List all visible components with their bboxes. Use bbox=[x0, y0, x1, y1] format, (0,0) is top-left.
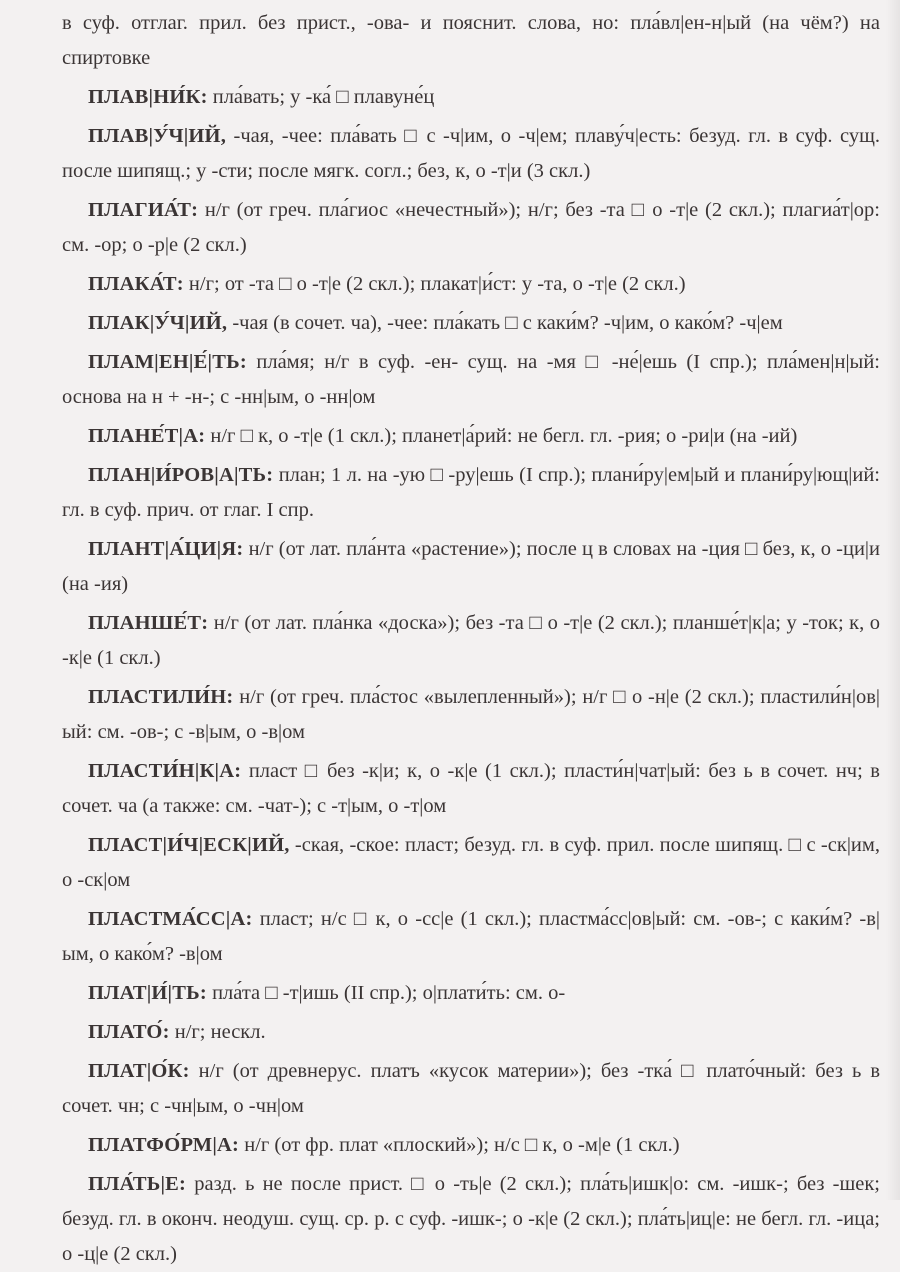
entry-headword: ПЛАК|У́Ч|ИЙ, bbox=[88, 312, 228, 334]
entry-body: пласт; н/с □ к, о -сс|е (1 скл.); пластма́сс|ов|ый: см. -ов-; с каки́м? -в|ым, о како́м? -в|ом bbox=[62, 908, 880, 965]
entry-body: разд. ь не после прист. □ о -ть|е (2 скл.); пла́ть|ишк|о: см. -ишк-; без -шек; безуд. гл. в оконч. неодуш. сущ. ср. р. с суф. -ишк-; о -к|е (2 скл.); пла́ть|иц|е: не бегл. гл. -ица; о -ц|е (2 скл.) bbox=[62, 1173, 880, 1265]
entry-headword: ПЛАВ|У́Ч|ИЙ, bbox=[88, 125, 227, 147]
page-edge-shadow bbox=[886, 0, 900, 1200]
entry-headword: ПЛАН|И́РОВ|А|ТЬ: bbox=[88, 464, 274, 486]
entry-body: пла́вать; у -ка́ □ плавуне́ц bbox=[207, 86, 435, 108]
entry-headword: ПЛАСТИ́Н|К|А: bbox=[88, 760, 242, 782]
dictionary-entry bbox=[62, 345, 880, 415]
dictionary-entry-continuation bbox=[62, 6, 880, 76]
entry-headword: ПЛАВ|НИ́К: bbox=[88, 86, 208, 108]
dictionary-entry bbox=[62, 458, 880, 528]
dictionary-entry bbox=[62, 119, 880, 189]
entry-headword: ПЛАМ|ЕН|Е́|ТЬ: bbox=[88, 351, 247, 373]
entry-headword: ПЛАНЕ́Т|А: bbox=[88, 425, 206, 447]
dictionary-entry bbox=[62, 267, 880, 302]
entry-body: н/г (от лат. пла́нта «растение»); после ц в словах на -ция □ без, к, о -ци|и (на -ия) bbox=[62, 538, 880, 595]
entry-body: н/г (от греч. пла́гиос «нечестный»); н/г; без -та □ о -т|е (2 скл.); плагиа́т|ор: см. -ор; о -р|е (2 скл.) bbox=[62, 199, 880, 256]
entry-body: пласт □ без -к|и; к, о -к|е (1 скл.); пласти́н|чат|ый: без ь в сочет. нч; в сочет. ча (а также: см. -чат-); с -т|ым, о -т|ом bbox=[62, 760, 880, 817]
entry-headword: ПЛАТО́: bbox=[88, 1021, 170, 1043]
entry-body: в суф. отглаг. прил. без прист., -ова- и пояснит. слова, но: пла́вл|ен-н|ый (на чём?) на спиртовке bbox=[62, 12, 880, 69]
dictionary-entry bbox=[62, 1015, 880, 1050]
dictionary-entry bbox=[62, 976, 880, 1011]
entry-headword: ПЛАСТМА́СС|А: bbox=[88, 908, 253, 930]
entry-headword: ПЛАСТ|И́Ч|ЕСК|ИЙ, bbox=[88, 834, 290, 856]
entry-body: -ская, -ское: пласт; безуд. гл. в суф. прил. после шипящ. □ с -ск|им, о -ск|ом bbox=[62, 834, 880, 891]
entry-body: н/г (от греч. пла́стос «вылепленный»); н/г □ о -н|е (2 скл.); пластили́н|ов|ый: см. -ов-; с -в|ым, о -в|ом bbox=[62, 686, 880, 743]
dictionary-entry bbox=[62, 532, 880, 602]
dictionary-entry bbox=[62, 828, 880, 898]
entry-body: н/г (от древнерус. платъ «кусок материи»); без -тка́ □ плато́чный: без ь в сочет. чн; с -чн|ым, о -чн|ом bbox=[62, 1060, 880, 1117]
entry-body: пла́мя; н/г в суф. -ен- сущ. на -мя □ -не́|ешь (I спр.); пла́мен|н|ый: основа на н + -н-; с -нн|ым, о -нн|ом bbox=[62, 351, 880, 408]
dictionary-entry bbox=[62, 1128, 880, 1163]
dictionary-entry bbox=[62, 754, 880, 824]
entry-body: н/г; от -та □ о -т|е (2 скл.); плакат|и́ст: у -та, о -т|е (2 скл.) bbox=[183, 273, 686, 295]
entry-body: н/г (от лат. пла́нка «доска»); без -та □ о -т|е (2 скл.); планше́т|к|а; у -ток; к, о -к|е (1 скл.) bbox=[62, 612, 880, 669]
dictionary-entry bbox=[62, 606, 880, 676]
dictionary-entry bbox=[62, 306, 880, 341]
entry-body: план; 1 л. на -ую □ -ру|ешь (I спр.); плани́ру|ем|ый и плани́ру|ющ|ий: гл. в суф. прич. от глаг. I спр. bbox=[62, 464, 880, 521]
entry-body: -чая (в сочет. ча), -чее: пла́кать □ с каки́м? -ч|им, о како́м? -ч|ем bbox=[227, 312, 783, 334]
entry-headword: ПЛАТ|И́|ТЬ: bbox=[88, 982, 207, 1004]
dictionary-entry bbox=[62, 193, 880, 263]
entry-body: пла́та □ -т|ишь (II спр.); о|плати́ть: см. о- bbox=[206, 982, 566, 1004]
entry-headword: ПЛАКА́Т: bbox=[88, 273, 184, 295]
dictionary-entry bbox=[62, 80, 880, 115]
dictionary-entry bbox=[62, 419, 880, 454]
entry-headword: ПЛАТФО́РМ|А: bbox=[88, 1134, 240, 1156]
entry-headword: ПЛАГИА́Т: bbox=[88, 199, 199, 221]
entry-headword: ПЛАТ|О́К: bbox=[88, 1060, 190, 1082]
entry-body: н/г; нескл. bbox=[169, 1021, 266, 1043]
dictionary-entry bbox=[62, 1054, 880, 1124]
entry-body: н/г □ к, о -т|е (1 скл.); планет|а́рий: не бегл. гл. -рия; о -ри|и (на -ий) bbox=[205, 425, 798, 447]
entry-body: -чая, -чее: пла́вать □ с -ч|им, о -ч|ем; плаву́ч|есть: безуд. гл. в суф. сущ. после шипящ.; у -сти; после мягк. согл.; без, к, о -т|и (3 скл.) bbox=[62, 125, 880, 182]
entry-headword: ПЛА́ТЬ|Е: bbox=[88, 1173, 187, 1195]
entry-headword: ПЛАНШЕ́Т: bbox=[88, 612, 209, 634]
dictionary-entry bbox=[62, 902, 880, 972]
dictionary-entry bbox=[62, 680, 880, 750]
entry-headword: ПЛАНТ|А́ЦИ|Я: bbox=[88, 538, 244, 560]
dictionary-entry bbox=[62, 1167, 880, 1272]
entry-headword: ПЛАСТИЛИ́Н: bbox=[88, 686, 234, 708]
dictionary-page bbox=[62, 6, 880, 1272]
entry-body: н/г (от фр. плат «плоский»); н/с □ к, о -м|е (1 скл.) bbox=[239, 1134, 680, 1156]
